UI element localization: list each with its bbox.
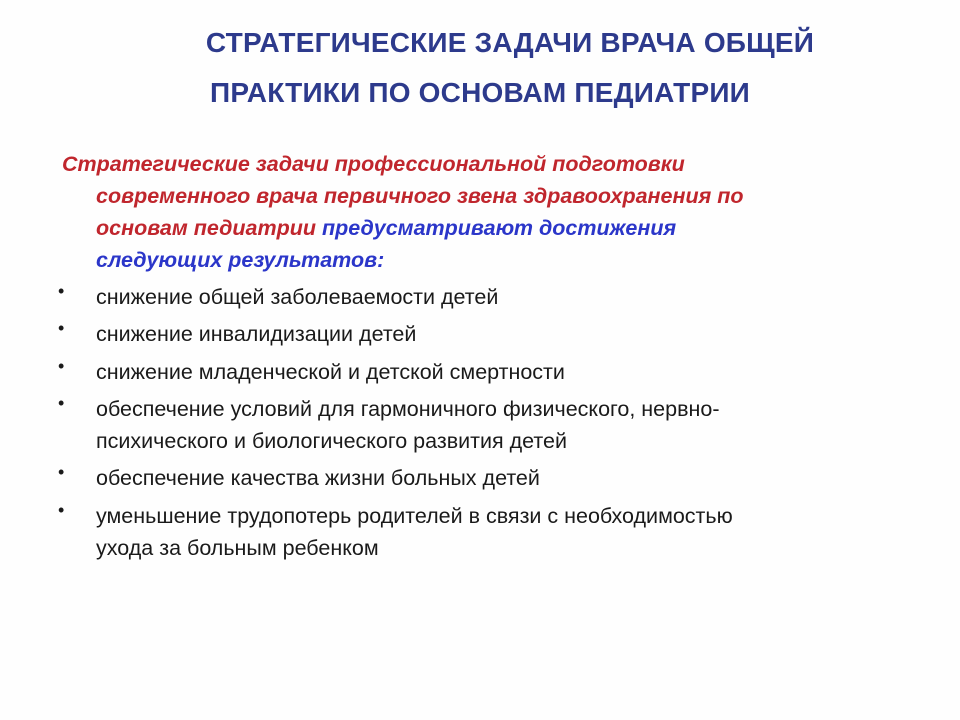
bullet-line: снижение инвалидизации детей: [96, 322, 417, 346]
bullet-text: [96, 500, 733, 564]
intro-line-3-red: основам педиатрии: [96, 216, 316, 240]
bullet-line: уменьшение трудопотерь родителей в связи с необходимостью: [96, 504, 733, 528]
bullet-text: [96, 318, 416, 350]
intro-line-4: следующих результатов:: [96, 248, 385, 272]
bullet-icon: •: [58, 356, 65, 376]
bullet-icon: •: [58, 500, 65, 520]
bullet-line: ухода за больным ребенком: [96, 536, 379, 560]
bullet-line: снижение младенческой и детской смертности: [96, 360, 565, 384]
bullet-line: снижение общей заболеваемости детей: [96, 285, 499, 309]
intro-line-2: современного врача первичного звена здравоохранения по: [96, 184, 744, 208]
bullet-icon: •: [58, 318, 65, 338]
slide-title-line-2: ПРАКТИКИ ПО ОСНОВАМ ПЕДИАТРИИ: [210, 77, 750, 108]
bullet-text: [96, 462, 540, 494]
bullet-text: [96, 281, 498, 313]
intro-line-3-blue: предусматривают достижения: [316, 216, 677, 240]
bullet-icon: •: [58, 393, 65, 413]
bullet-icon: •: [58, 462, 65, 482]
bullet-text: [96, 393, 720, 457]
bullet-line: обеспечение условий для гармоничного физического, нервно-: [96, 397, 720, 421]
bullet-icon: •: [58, 281, 65, 301]
intro-line-1: Стратегические задачи профессиональной подготовки: [62, 152, 685, 176]
bullet-line: психического и биологического развития детей: [96, 429, 567, 453]
bullet-line: обеспечение качества жизни больных детей: [96, 466, 540, 490]
bullet-text: [96, 356, 565, 388]
slide-title-line-1: СТРАТЕГИЧЕСКИЕ ЗАДАЧИ ВРАЧА ОБЩЕЙ: [205, 27, 815, 58]
